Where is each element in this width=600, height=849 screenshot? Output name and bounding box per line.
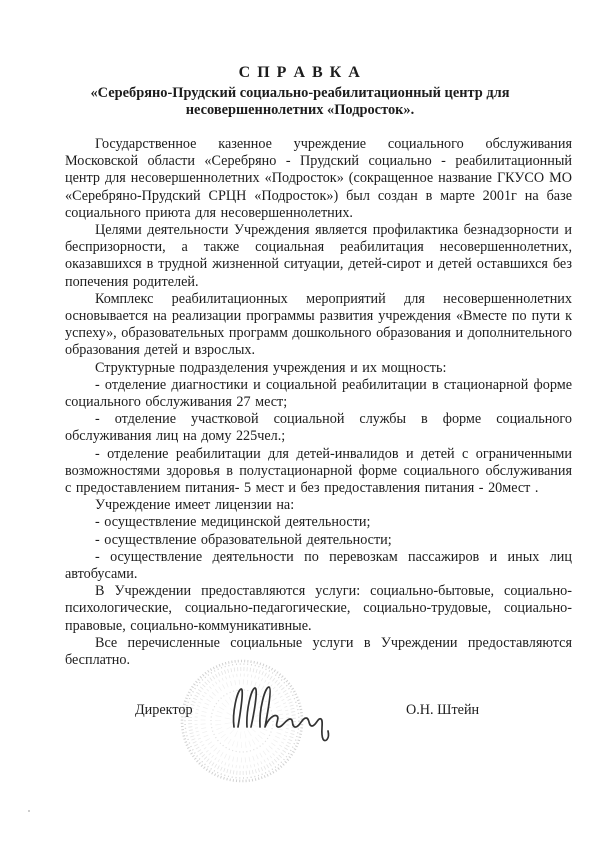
paragraph-about-institution: Государственное казенное учреждение социального обслуживания Московской области «Серебряно - Прудский социально - реабилитационный центр для несовершеннолетних «Подросток» (сокращенное название ГКУСО МО «Серебряно-Прудский СРЦН «Подросток») был создан в марте 2001г на базе социального приюта для несовершеннолетних. [65, 136, 572, 221]
list-item-rehabilitation-unit: - отделение реабилитации для детей-инвалидов и детей с ограниченными возможностями здоровья в полустационарной форме социального обслуживания с предоставлением питания- 5 мест и без предоставления питания - 20мест . [65, 445, 572, 497]
scan-speck-artifact [28, 810, 30, 812]
list-item-medical-license: - осуществление медицинской деятельности; [95, 514, 371, 531]
list-item-educational-license: - осуществление образовательной деятельности; [95, 531, 392, 548]
signature-role-label: Директор [135, 702, 193, 718]
subtitle-line-2: несовершеннолетних «Подросток». [185, 102, 415, 119]
paragraph-free-services: Все перечисленные социальные услуги в Учреждении предоставляются бесплатно. [65, 634, 572, 669]
list-item-district-service-unit: - отделение участковой социальной службы в форме социального обслуживания лиц на дому 225чел.; [65, 411, 572, 445]
paragraph-goals: Целями деятельности Учреждения является профилактика безнадзорности и беспризорности, а также социальная реабилитация несовершеннолетних, оказавшихся в трудной жизненной ситуации, детей-сирот и детей оставшихся без попечения родителей. [65, 222, 572, 290]
paragraph-units-heading: Структурные подразделения учреждения и их мощность: [95, 359, 447, 376]
paragraph-programs: Комплекс реабилитационных мероприятий для несовершеннолетних основывается на реализации программы развития учреждения «Вместе по пути к успеху», образовательных программ дошкольного образования и дополнительного образования детей и взрослых. [65, 290, 572, 359]
round-seal-stamp-icon [179, 658, 305, 784]
paragraph-licenses-heading: Учреждение имеет лицензии на: [95, 497, 295, 514]
document-body [65, 136, 572, 669]
list-item-diagnostics-unit: - отделение диагностики и социальной реабилитации в стационарной форме социального обслуживания 27 мест; [65, 376, 572, 411]
paragraph-services: В Учреждении предоставляются услуги: социально-бытовые, социально-психологические, социально-педагогические, социально-трудовые, социально-правовые, социально-коммуникативные. [65, 583, 572, 634]
document-subtitle [40, 85, 560, 119]
document-title: С П Р А В К А [238, 64, 362, 81]
handwritten-signature-icon [224, 681, 336, 753]
subtitle-line-1: «Серебряно-Прудский социально-реабилитационный центр для [90, 85, 510, 101]
signature-name: О.Н. Штейн [406, 702, 480, 718]
list-item-transport-license: - осуществление деятельности по перевозкам пассажиров и иных лиц автобусами. [65, 548, 572, 583]
